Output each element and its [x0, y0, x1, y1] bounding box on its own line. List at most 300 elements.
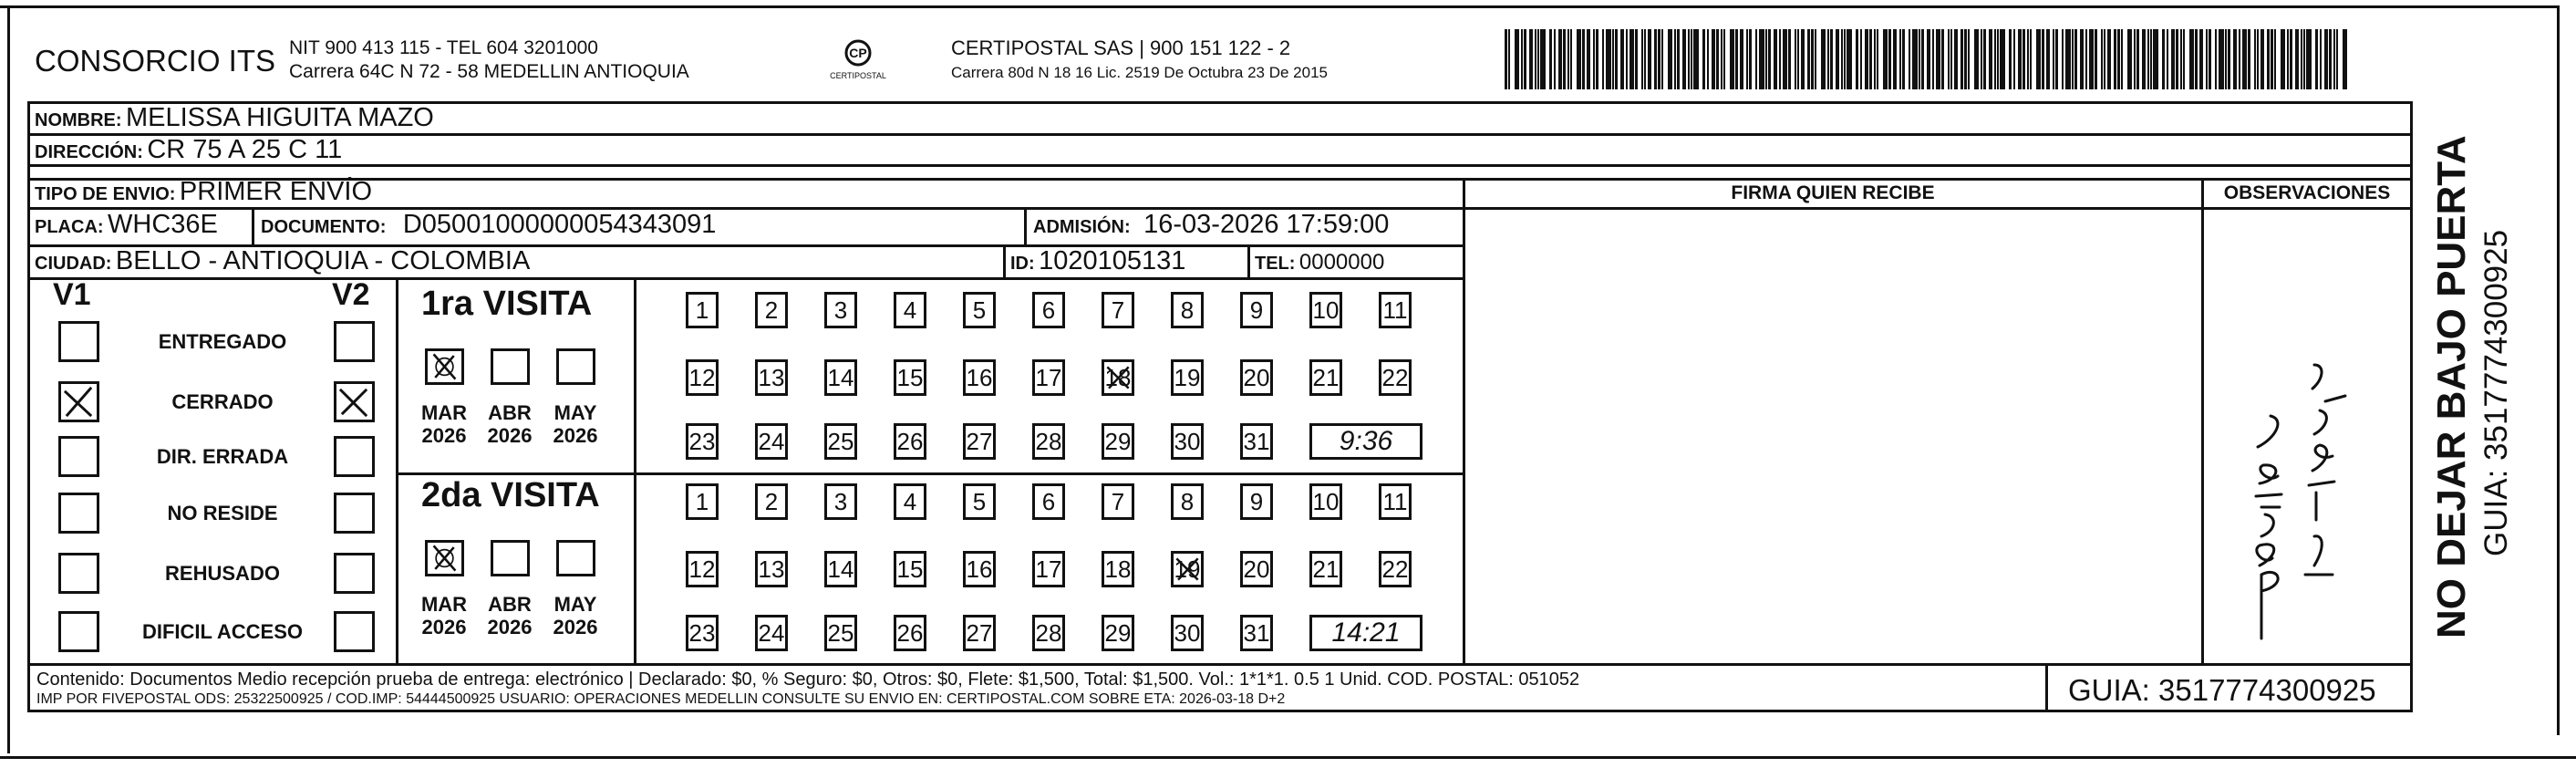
day-number: 13 — [758, 555, 785, 583]
barcode-bar — [1602, 29, 1604, 89]
day-number: 21 — [1312, 555, 1340, 583]
barcode-bar — [1893, 29, 1897, 89]
barcode-bar — [1921, 29, 1924, 89]
barcode-bar — [2183, 29, 2185, 89]
barcode-bar — [1899, 29, 1901, 89]
day-number: 17 — [1035, 364, 1062, 391]
barcode-bar — [1641, 29, 1643, 89]
day-cell[interactable] — [894, 551, 926, 587]
day-number: 23 — [688, 619, 716, 647]
day-number: 27 — [966, 619, 993, 647]
certipostal-line-1: CERTIPOSTAL SAS | 900 151 122 - 2 — [951, 36, 1291, 59]
barcode-bar — [2301, 29, 2302, 89]
barcode-bar — [1587, 29, 1590, 89]
day-mark — [1174, 554, 1201, 585]
day-number: 22 — [1381, 364, 1409, 391]
day-number: 4 — [903, 488, 917, 515]
barcode-bar — [1869, 29, 1872, 89]
barcode-bar — [2107, 29, 2111, 89]
barcode-bar — [1983, 29, 1986, 89]
day-cell[interactable] — [1171, 615, 1204, 651]
day-cell[interactable] — [1032, 423, 1065, 460]
month-checkbox[interactable] — [556, 540, 595, 576]
barcode-bar — [1994, 29, 1996, 89]
day-cell[interactable] — [963, 551, 996, 587]
barcode-bar — [1974, 29, 1979, 89]
barcode-bar — [2104, 29, 2105, 89]
day-cell[interactable] — [1379, 551, 1412, 587]
v2-checkbox[interactable] — [334, 553, 375, 594]
month-year: 2026 — [553, 616, 598, 638]
day-cell[interactable] — [755, 551, 788, 587]
day-cell[interactable] — [1309, 551, 1342, 587]
day-cell[interactable] — [824, 483, 857, 520]
visit-time[interactable]: 9:36 — [1309, 423, 1422, 460]
nombre-label: NOMBRE: — [35, 110, 122, 130]
barcode-bar — [1615, 29, 1618, 89]
status-right-line — [396, 277, 398, 665]
barcode-bar — [2233, 29, 2237, 89]
company-address: Carrera 64C N 72 - 58 MEDELLIN ANTIOQUIA — [289, 61, 689, 82]
barcode-bar — [1932, 29, 1934, 89]
day-cell[interactable] — [1171, 292, 1204, 328]
footer-divider — [2045, 663, 2048, 711]
day-number: 25 — [827, 428, 854, 455]
day-cell[interactable] — [824, 359, 857, 396]
barcode-bar — [2333, 29, 2335, 89]
day-cell[interactable] — [1171, 551, 1204, 587]
barcode-bar — [2324, 29, 2328, 89]
barcode-bar — [1677, 29, 1680, 89]
day-number: 18 — [1104, 555, 1132, 583]
tel-label: TEL: — [1255, 254, 1296, 274]
v2-checkbox[interactable] — [334, 493, 375, 534]
form-left-line — [27, 101, 30, 712]
day-cell[interactable] — [824, 292, 857, 328]
day-cell[interactable] — [1102, 423, 1134, 460]
month-checkbox[interactable] — [491, 348, 530, 385]
day-cell[interactable] — [1240, 615, 1273, 651]
month-checkbox[interactable] — [556, 348, 595, 385]
barcode-bar — [1759, 29, 1764, 89]
barcode — [1505, 29, 2353, 89]
day-cell[interactable] — [1379, 359, 1412, 396]
day-cell[interactable] — [824, 615, 857, 651]
id-label: ID: — [1010, 254, 1035, 274]
barcode-bar — [2189, 29, 2194, 89]
day-number: 14 — [827, 364, 854, 391]
barcode-bar — [1936, 29, 1940, 89]
certipostal-logo — [830, 35, 886, 86]
barcode-bar — [1811, 29, 1814, 89]
admision-divider — [1024, 207, 1027, 245]
day-number: 11 — [1382, 296, 1408, 324]
barcode-bar — [1620, 29, 1624, 89]
month-checkbox[interactable] — [425, 348, 464, 385]
tel-divider — [1247, 244, 1250, 277]
day-number: 27 — [966, 428, 993, 455]
day-number: 5 — [972, 296, 987, 324]
day-cell[interactable] — [686, 423, 719, 460]
barcode-bar — [2095, 29, 2097, 89]
barcode-bar — [1658, 29, 1660, 89]
day-number: 9 — [1249, 296, 1264, 324]
visit-right-line — [634, 277, 636, 665]
day-number: 10 — [1312, 296, 1340, 324]
day-cell[interactable] — [686, 292, 719, 328]
barcode-bar — [2121, 29, 2123, 89]
day-cell[interactable] — [1240, 292, 1273, 328]
status-label: DIFICIL ACCESO — [141, 620, 303, 643]
barcode-bar — [2114, 29, 2116, 89]
barcode-bar — [1535, 29, 1536, 89]
day-cell[interactable] — [963, 615, 996, 651]
barcode-bar — [1549, 29, 1552, 89]
day-cell[interactable] — [1240, 551, 1273, 587]
barcode-bar — [1567, 29, 1569, 89]
tipo-row — [35, 177, 372, 207]
barcode-bar — [1712, 29, 1715, 89]
day-cell[interactable] — [1102, 292, 1134, 328]
admision-label: ADMISIÓN: — [1033, 217, 1131, 237]
row-line-1 — [27, 133, 2413, 136]
barcode-bar — [2206, 29, 2208, 89]
barcode-bar — [2036, 29, 2041, 89]
day-number: 10 — [1312, 488, 1340, 515]
barcode-bar — [2260, 29, 2264, 89]
day-number: 19 — [1174, 555, 1201, 583]
barcode-bar — [2209, 29, 2211, 89]
barcode-bar — [1807, 29, 1810, 89]
barcode-bar — [1606, 29, 1611, 89]
day-cell[interactable] — [824, 423, 857, 460]
status-label: REHUSADO — [165, 562, 280, 585]
documento-value: D05001000000054343091 — [402, 210, 717, 239]
side-title: NO DEJAR BAJO PUERTA — [2429, 135, 2474, 638]
barcode-bar — [2053, 29, 2054, 89]
barcode-bar — [1505, 29, 1507, 89]
barcode-bar — [2195, 29, 2198, 89]
day-cell[interactable] — [1171, 483, 1204, 520]
barcode-bar — [2303, 29, 2305, 89]
barcode-bar — [1877, 29, 1878, 89]
barcode-bar — [2153, 29, 2158, 89]
barcode-bar — [1765, 29, 1767, 89]
day-cell[interactable] — [963, 423, 996, 460]
barcode-bar — [1740, 29, 1743, 89]
month-year: 2026 — [553, 424, 598, 447]
barcode-bar — [1954, 29, 1958, 89]
day-number: 16 — [966, 364, 993, 391]
day-number: 15 — [896, 364, 924, 391]
day-cell[interactable] — [755, 483, 788, 520]
barcode-bar — [1847, 29, 1852, 89]
v1-checkbox[interactable] — [58, 321, 99, 362]
day-mark — [1104, 362, 1132, 393]
month-year: 2026 — [421, 424, 467, 447]
day-cell[interactable] — [963, 359, 996, 396]
day-cell[interactable] — [1171, 423, 1204, 460]
observacion-handwriting — [2225, 301, 2371, 648]
barcode-bar — [2295, 29, 2299, 89]
logo-text: CERTIPOSTAL — [830, 71, 886, 80]
day-cell[interactable] — [894, 483, 926, 520]
barcode-bar — [2065, 29, 2071, 89]
visit-time[interactable]: 14:21 — [1309, 615, 1422, 651]
day-number: 6 — [1041, 296, 1056, 324]
day-number: 22 — [1381, 555, 1409, 583]
svg-text:CP: CP — [849, 46, 867, 60]
barcode-bar — [1648, 29, 1651, 89]
barcode-bar — [1888, 29, 1891, 89]
barcode-bar — [1540, 29, 1546, 89]
barcode-bar — [1912, 29, 1918, 89]
day-cell[interactable] — [894, 292, 926, 328]
barcode-bar — [1558, 29, 1562, 89]
v2-header: V2 — [332, 277, 370, 312]
day-cell[interactable] — [1032, 359, 1065, 396]
v2-checkbox[interactable] — [334, 381, 375, 422]
barcode-bar — [1997, 29, 1999, 89]
side-guia: GUIA: 3517774300925 — [2478, 229, 2514, 556]
day-cell[interactable] — [894, 615, 926, 651]
day-cell[interactable] — [755, 423, 788, 460]
day-number: 5 — [972, 488, 987, 515]
day-cell[interactable] — [1309, 483, 1342, 520]
admision-value: 16-03-2026 17:59:00 — [1143, 210, 1390, 239]
v1-checkbox[interactable] — [58, 436, 99, 477]
day-cell[interactable] — [686, 551, 719, 587]
day-cell[interactable] — [1032, 551, 1065, 587]
barcode-bar — [2089, 29, 2094, 89]
direccion-value: CR 75 A 25 C 11 — [147, 135, 343, 164]
day-number: 2 — [764, 296, 779, 324]
day-number: 24 — [758, 619, 785, 647]
barcode-bar — [2101, 29, 2103, 89]
barcode-bar — [1960, 29, 1963, 89]
obs-left-line — [2201, 178, 2204, 665]
row-line-2 — [27, 164, 2413, 167]
id-cell — [1010, 246, 1185, 276]
barcode-bar — [1821, 29, 1826, 89]
barcode-bar — [2248, 29, 2250, 89]
ciudad-label: CIUDAD: — [35, 254, 112, 274]
barcode-bar — [1950, 29, 1952, 89]
row-line-7 — [27, 663, 2413, 666]
barcode-bar — [1682, 29, 1686, 89]
tel-cell — [1255, 250, 1384, 275]
v1-checkbox[interactable] — [58, 381, 99, 422]
visit-2-title: 2da VISITA — [421, 476, 600, 514]
barcode-bar — [2055, 29, 2058, 89]
placa-value: WHC36E — [108, 210, 218, 239]
day-number: 26 — [896, 428, 924, 455]
barcode-bar — [1593, 29, 1595, 89]
barcode-bar — [2134, 29, 2136, 89]
month-checkbox[interactable] — [491, 540, 530, 576]
day-number: 15 — [896, 555, 924, 583]
barcode-bar — [1860, 29, 1862, 89]
day-number: 18 — [1104, 364, 1132, 391]
barcode-bar — [2225, 29, 2227, 89]
visit-1-title: 1ra VISITA — [421, 285, 593, 323]
right-border — [2557, 5, 2560, 735]
v2-checkbox[interactable] — [334, 321, 375, 362]
company-name: CONSORCIO ITS — [35, 44, 276, 78]
barcode-bar — [1629, 29, 1634, 89]
barcode-bar — [1797, 29, 1799, 89]
barcode-bar — [2281, 29, 2285, 89]
day-cell[interactable] — [1309, 292, 1342, 328]
day-cell[interactable] — [1379, 483, 1412, 520]
barcode-bar — [2239, 29, 2240, 89]
month-label: ABR — [488, 401, 532, 424]
barcode-bar — [1693, 29, 1699, 89]
barcode-bar — [2167, 29, 2168, 89]
tel-value: 0000000 — [1298, 250, 1385, 275]
day-cell[interactable] — [1240, 483, 1273, 520]
status-label: DIR. ERRADA — [156, 445, 289, 468]
barcode-bar — [1909, 29, 1910, 89]
barcode-bar — [2306, 29, 2312, 89]
day-cell[interactable] — [686, 615, 719, 651]
barcode-bar — [2199, 29, 2203, 89]
day-cell[interactable] — [686, 359, 719, 396]
day-cell[interactable] — [1032, 292, 1065, 328]
day-number: 30 — [1174, 619, 1201, 647]
day-number: 19 — [1174, 364, 1201, 391]
day-cell[interactable] — [755, 292, 788, 328]
v1-checkbox[interactable] — [58, 493, 99, 534]
day-number: 13 — [758, 364, 785, 391]
v1-checkbox[interactable] — [58, 553, 99, 594]
barcode-bar — [2030, 29, 2032, 89]
barcode-bar — [1723, 29, 1725, 89]
v1-header: V1 — [53, 277, 91, 312]
barcode-bar — [1674, 29, 1676, 89]
ciudad-value: BELLO - ANTIOQUIA - COLOMBIA — [115, 246, 531, 275]
barcode-bar — [2271, 29, 2273, 89]
barcode-bar — [2287, 29, 2289, 89]
nombre-row — [35, 103, 434, 133]
form-right-line — [2410, 101, 2413, 712]
barcode-bar — [2315, 29, 2318, 89]
day-cell[interactable] — [1240, 359, 1273, 396]
placa-divider — [252, 207, 254, 245]
day-number: 8 — [1180, 296, 1195, 324]
day-number: 21 — [1312, 364, 1340, 391]
barcode-bar — [2336, 29, 2338, 89]
barcode-bar — [1749, 29, 1752, 89]
day-number: 3 — [833, 296, 848, 324]
day-cell[interactable] — [1102, 483, 1134, 520]
day-cell[interactable] — [894, 359, 926, 396]
tipo-value: PRIMER ENVÍO — [179, 177, 373, 206]
day-cell[interactable] — [1240, 423, 1273, 460]
month-label: MAR — [420, 593, 468, 616]
day-cell[interactable] — [1379, 292, 1412, 328]
day-cell[interactable] — [1102, 551, 1134, 587]
day-cell[interactable] — [1102, 615, 1134, 651]
barcode-bar — [1968, 29, 1970, 89]
barcode-bar — [2320, 29, 2322, 89]
barcode-bar — [2136, 29, 2139, 89]
barcode-bar — [1577, 29, 1581, 89]
barcode-bar — [2150, 29, 2152, 89]
day-cell[interactable] — [755, 615, 788, 651]
barcode-bar — [1515, 29, 1519, 89]
v2-checkbox[interactable] — [334, 436, 375, 477]
bottom-border — [0, 756, 2576, 759]
barcode-bar — [1902, 29, 1905, 89]
barcode-bar — [2013, 29, 2015, 89]
id-value: 1020105131 — [1039, 246, 1186, 275]
day-number: 12 — [688, 364, 716, 391]
barcode-bar — [1716, 29, 1719, 89]
day-number: 12 — [688, 555, 716, 583]
barcode-bar — [1981, 29, 1982, 89]
barcode-bar — [1635, 29, 1638, 89]
barcode-bar — [1570, 29, 1572, 89]
placa-label: PLACA: — [35, 217, 104, 237]
day-cell[interactable] — [755, 359, 788, 396]
barcode-bar — [2074, 29, 2077, 89]
v1-checkbox[interactable] — [58, 611, 99, 652]
barcode-bar — [1707, 29, 1709, 89]
day-cell[interactable] — [686, 483, 719, 520]
day-cell[interactable] — [963, 292, 996, 328]
barcode-bar — [1755, 29, 1757, 89]
day-cell[interactable] — [1032, 483, 1065, 520]
admision-cell — [1033, 210, 1389, 240]
day-cell[interactable] — [824, 551, 857, 587]
day-cell[interactable] — [1102, 359, 1134, 396]
footer-line-2: IMP POR FIVEPOSTAL ODS: 25322500925 / COD.IMP: 54444500925 USUARIO: OPERACIONES MEDELLIN CONSULTE SU ENVIO EN: CERTIPOSTAL.COM SOBRE ETA: 2026-03-18 D+2 — [36, 691, 1286, 707]
barcode-bar — [1815, 29, 1816, 89]
barcode-bar — [1582, 29, 1585, 89]
firma-header-line — [1463, 207, 2411, 210]
v2-checkbox[interactable] — [334, 611, 375, 652]
barcode-bar — [2142, 29, 2146, 89]
direccion-label: DIRECCIÓN: — [35, 142, 143, 162]
day-cell[interactable] — [1309, 359, 1342, 396]
day-cell[interactable] — [1171, 359, 1204, 396]
barcode-bar — [2274, 29, 2276, 89]
barcode-bar — [2085, 29, 2087, 89]
day-number: 7 — [1111, 488, 1125, 515]
placa-cell — [35, 210, 218, 240]
month-label: ABR — [488, 593, 532, 616]
day-cell[interactable] — [963, 483, 996, 520]
barcode-bar — [2343, 29, 2347, 89]
month-label: MAY — [553, 401, 597, 424]
day-number: 28 — [1035, 619, 1062, 647]
barcode-bar — [2257, 29, 2259, 89]
month-label: MAR — [420, 401, 468, 424]
month-checkbox[interactable] — [425, 540, 464, 576]
barcode-bar — [2290, 29, 2292, 89]
ciudad-cell — [35, 246, 530, 276]
barcode-bar — [1941, 29, 1944, 89]
barcode-bar — [1626, 29, 1628, 89]
barcode-bar — [1529, 29, 1533, 89]
barcode-bar — [2062, 29, 2064, 89]
day-cell[interactable] — [894, 423, 926, 460]
barcode-bar — [1730, 29, 1734, 89]
barcode-bar — [2072, 29, 2074, 89]
day-cell[interactable] — [1032, 615, 1065, 651]
day-number: 31 — [1243, 619, 1270, 647]
